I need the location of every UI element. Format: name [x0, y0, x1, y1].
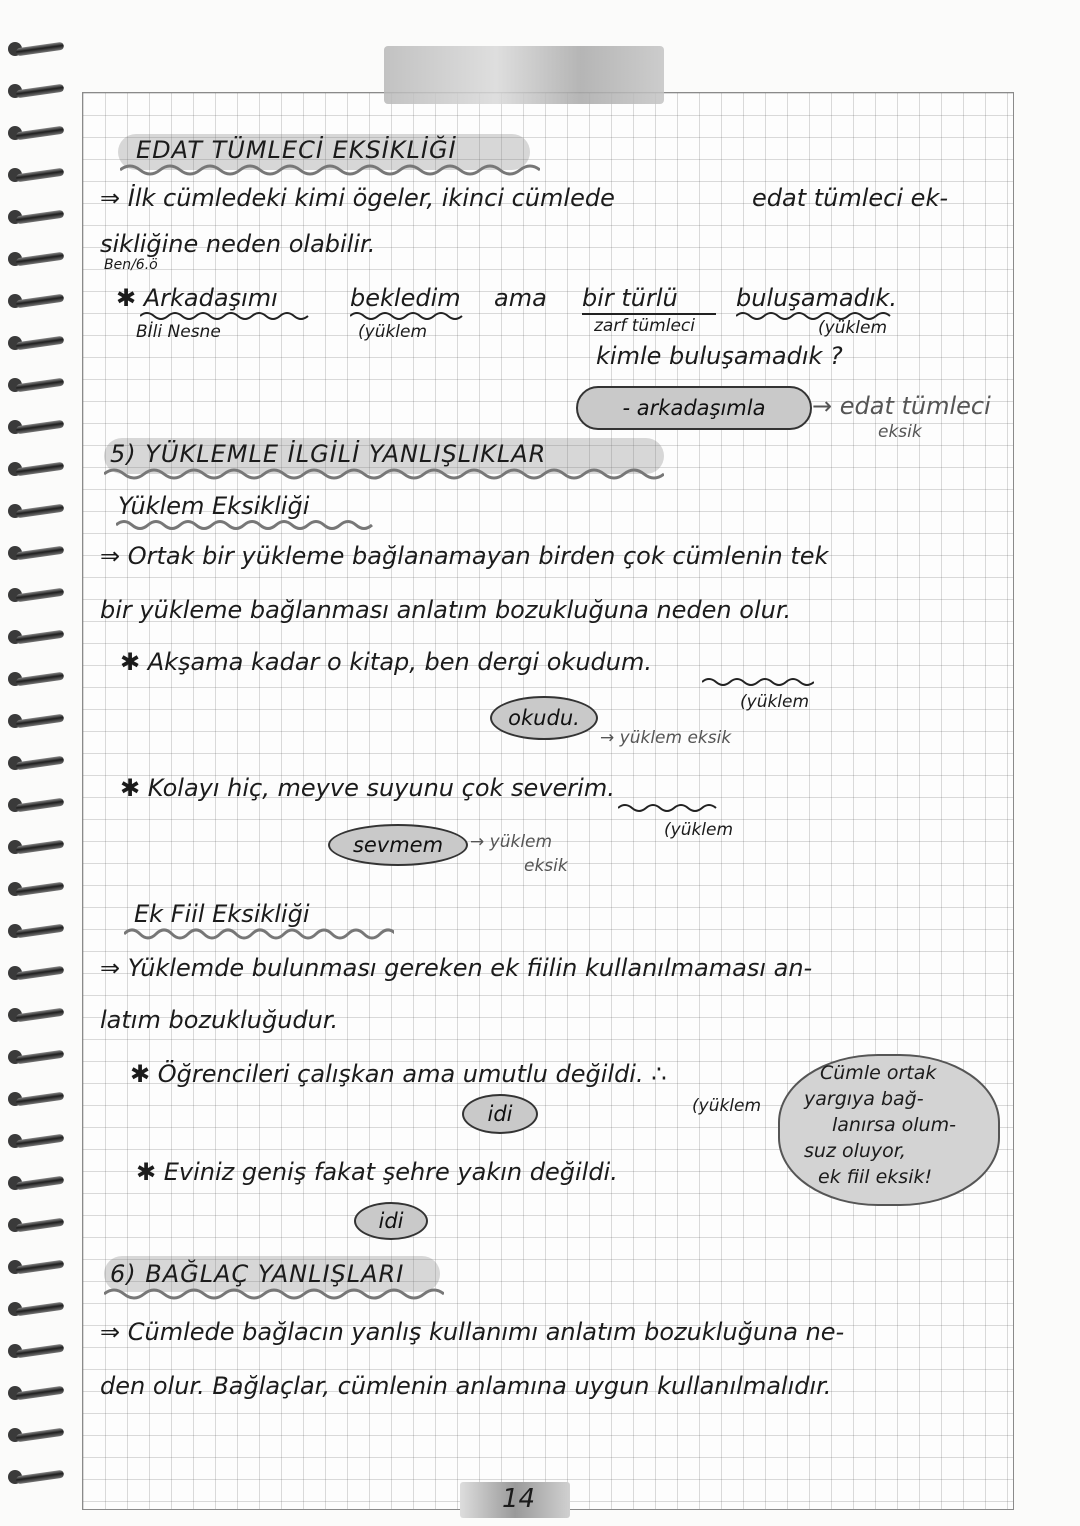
spiral-binding [0, 30, 70, 1510]
note-line: suz oluyor, [804, 1140, 906, 1162]
example-sentence: ✱ Öğrencileri çalışkan ama umutlu değildi. ∴ [130, 1060, 667, 1088]
binding-ring [8, 418, 66, 436]
example-sentence: ✱ Akşama kadar o kitap, ben dergi okudum. [120, 648, 652, 676]
answer-bubble: idi [462, 1094, 538, 1134]
binding-ring [8, 1258, 66, 1276]
squiggle-underline [350, 310, 466, 322]
rule-line: den olur. Bağlaçlar, cümlenin anlamına uygun kullanılmalıdır. [100, 1372, 832, 1400]
binding-ring [8, 502, 66, 520]
example-word: ama [494, 284, 547, 312]
binding-ring [8, 334, 66, 352]
grammar-label: (yüklem [358, 322, 428, 342]
squiggle-underline [702, 676, 814, 688]
example-word: buluşamadık. [736, 284, 898, 312]
rule-line: ⇒ İlk cümledeki kimi ögeler, ikinci cümlede [100, 184, 615, 212]
answer-bubble: - arkadaşımla [576, 386, 812, 430]
note-line: Cümle ortak [820, 1062, 937, 1084]
subheading-ek-fiil: Ek Fiil Eksikliği [134, 900, 310, 928]
note-line: ek fiil eksik! [818, 1166, 933, 1188]
subheading-yuklem-eksikligi: Yüklem Eksikliği [118, 492, 310, 520]
binding-ring [8, 1174, 66, 1192]
page-number: 14 [502, 1484, 536, 1514]
squiggle-underline [140, 310, 310, 322]
binding-ring [8, 124, 66, 142]
question-text: kimle buluşamadık ? [596, 342, 843, 370]
binding-ring [8, 166, 66, 184]
squiggle-underline [120, 160, 540, 180]
binding-ring [8, 208, 66, 226]
rule-line: sikliğine neden olabilir. [100, 230, 376, 258]
grammar-label: (yüklem [664, 820, 734, 840]
binding-ring [8, 1132, 66, 1150]
example-sentence: ✱ Kolayı hiç, meyve suyunu çok severim. [120, 774, 615, 802]
binding-ring [8, 1426, 66, 1444]
example-word: bekledim [350, 284, 461, 312]
tape-strip [384, 46, 664, 104]
binding-ring [8, 82, 66, 100]
squiggle-underline [618, 802, 726, 814]
rule-line: bir yükleme bağlanması anlatım bozukluğuna neden olur. [100, 596, 792, 624]
binding-ring [8, 1048, 66, 1066]
binding-ring [8, 292, 66, 310]
grammar-label: zarf tümleci [594, 316, 695, 336]
binding-ring [8, 1090, 66, 1108]
binding-ring [8, 838, 66, 856]
binding-ring [8, 922, 66, 940]
note-text: → yüklem eksik [600, 728, 732, 748]
binding-ring [8, 1300, 66, 1318]
binding-ring [8, 460, 66, 478]
grammar-label: (yüklem [818, 318, 888, 338]
grammar-label: (yüklem [740, 692, 810, 712]
binding-ring [8, 544, 66, 562]
rule-line: ⇒ Cümlede bağlacın yanlış kullanımı anlatım bozukluğuna ne- [100, 1318, 845, 1346]
binding-ring [8, 796, 66, 814]
answer-bubble: idi [354, 1202, 428, 1240]
source-note: Ben/6.ö [104, 257, 158, 273]
grammar-label: (yüklem [692, 1096, 762, 1116]
binding-ring [8, 628, 66, 646]
binding-ring [8, 586, 66, 604]
squiggle-underline [116, 518, 380, 532]
heading-edat-tumleci: EDAT TÜMLECİ EKSİKLİĞİ [136, 136, 457, 164]
binding-ring [8, 1006, 66, 1024]
example-word: ✱ Arkadaşımı [116, 284, 278, 312]
binding-ring [8, 1384, 66, 1402]
rule-line: ⇒ Yüklemde bulunması gereken ek fiilin kullanılmaması an- [100, 954, 813, 982]
grammar-label: Bİli Nesne [136, 322, 221, 342]
note-text: → yüklem [470, 832, 553, 852]
binding-ring [8, 964, 66, 982]
underline [582, 313, 716, 315]
binding-ring [8, 40, 66, 58]
binding-ring [8, 670, 66, 688]
answer-bubble: okudu. [490, 696, 598, 740]
note-text: eksik [878, 422, 922, 442]
binding-ring [8, 1216, 66, 1234]
squiggle-underline [104, 464, 664, 484]
note-text: eksik [524, 856, 568, 876]
example-sentence: ✱ Eviniz geniş fakat şehre yakın değildi. [136, 1158, 618, 1186]
squiggle-underline [124, 926, 394, 942]
squiggle-underline [104, 1284, 444, 1304]
note-text: → edat tümleci [812, 392, 991, 420]
rule-line: ⇒ Ortak bir yükleme bağlanamayan birden çok cümlenin tek [100, 542, 829, 570]
binding-ring [8, 1468, 66, 1486]
answer-bubble: sevmem [328, 824, 468, 866]
heading-baglac: 6) BAĞLAÇ YANLIŞLARI [110, 1260, 405, 1288]
note-line: lanırsa olum- [832, 1114, 956, 1136]
binding-ring [8, 880, 66, 898]
binding-ring [8, 1342, 66, 1360]
rule-line: latım bozukluğudur. [100, 1006, 339, 1034]
example-word: bir türlü [582, 284, 678, 312]
binding-ring [8, 754, 66, 772]
rule-line-tail: edat tümleci ek- [752, 184, 948, 212]
binding-ring [8, 376, 66, 394]
heading-yuklem: 5) YÜKLEMLE İLGİLİ YANLIŞLIKLAR [110, 440, 547, 468]
binding-ring [8, 250, 66, 268]
binding-ring [8, 712, 66, 730]
note-line: yargıya bağ- [804, 1088, 924, 1110]
